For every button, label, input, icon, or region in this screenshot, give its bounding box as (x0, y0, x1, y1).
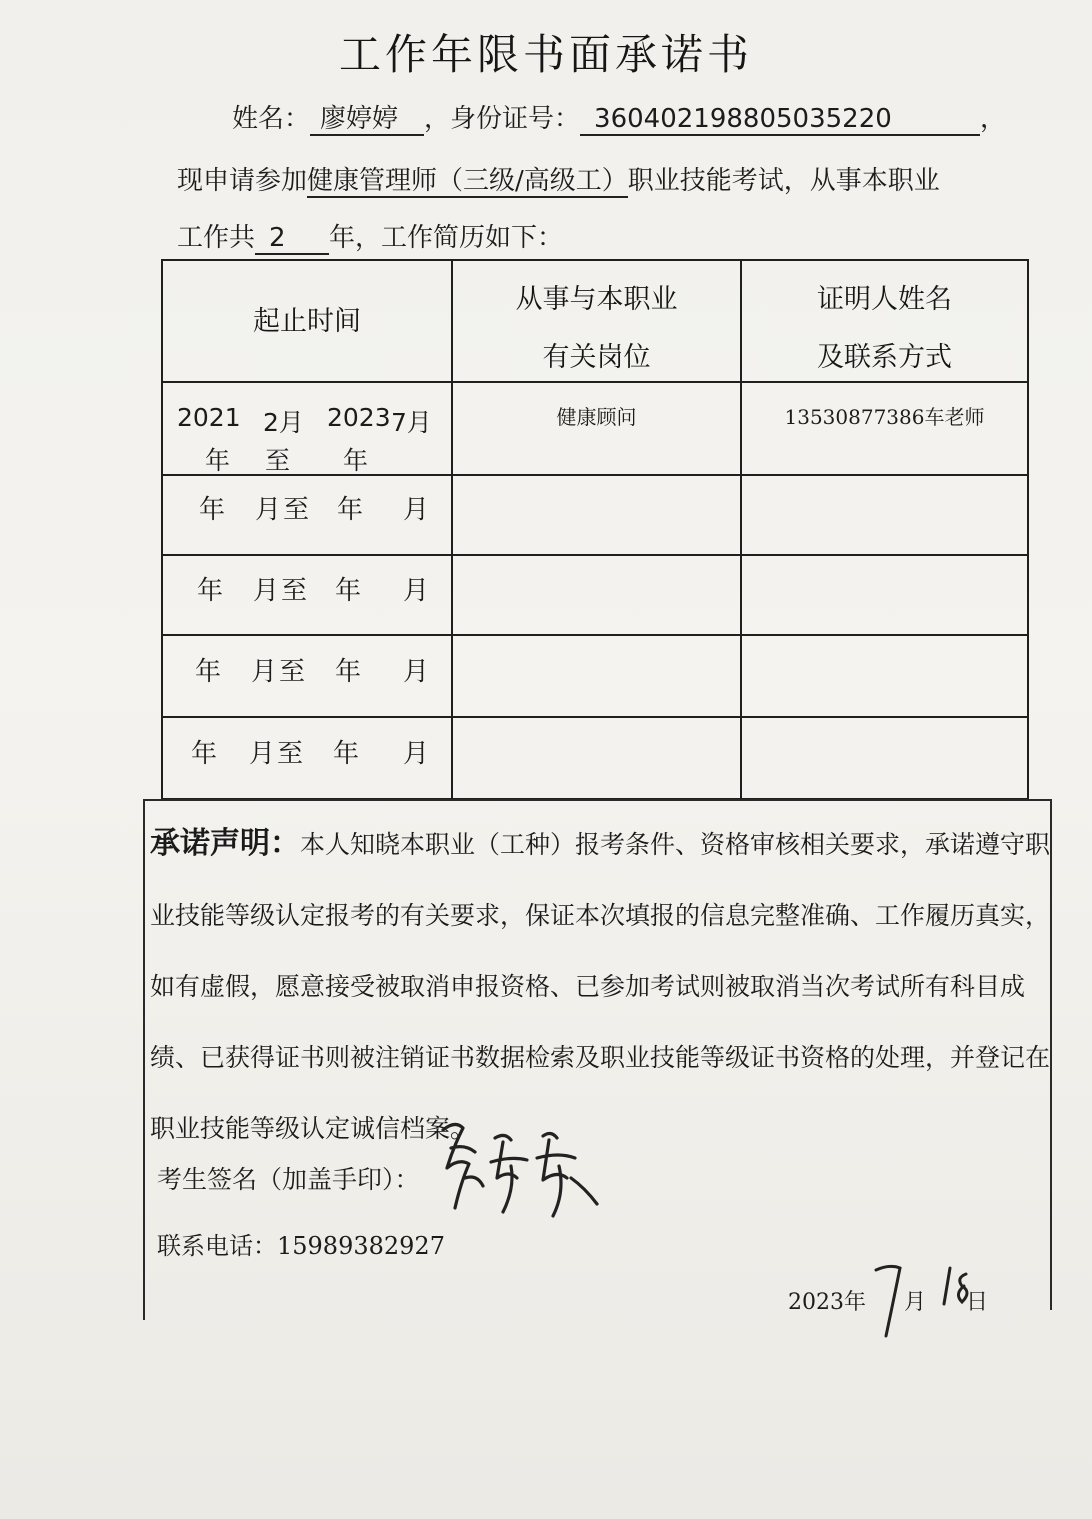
row1-year-end: 2023 (327, 403, 391, 432)
row-nian1: 年 (199, 495, 228, 525)
row1-nian1: 年 (205, 446, 231, 475)
pledge-label: 承诺声明： (150, 826, 300, 861)
row-yue-zhi: 月至 (253, 576, 310, 606)
contact-line (157, 1226, 445, 1261)
row1-witness: 13530877386车老师 (784, 405, 985, 429)
header-period: 起止时间 (253, 306, 361, 337)
header-position-line1: 从事与本职业 (515, 284, 678, 315)
row-yue: 月 (403, 576, 432, 606)
row1-nian2: 年 (343, 446, 369, 475)
table-row-divider (163, 634, 1027, 636)
date-month-handwritten (872, 1258, 906, 1342)
table-row-divider (163, 381, 1027, 383)
header-position-line2: 有关岗位 (542, 342, 651, 373)
row-nian2: 年 (335, 576, 364, 606)
apply-suffix: 职业技能考试，从事本职业 (627, 166, 940, 196)
name-label: 姓名： (232, 104, 311, 134)
header-witness-line1: 证明人姓名 (817, 284, 952, 315)
row-yue-zhi: 月至 (251, 657, 308, 687)
document-title: 工作年限书面承诺书 (338, 30, 753, 79)
pledge-text: 本人知晓本职业（工种）报考条件、资格审核相关要求，承诺遵守职业技能等级认定报考的有关要求，保证本次填报的信息完整准确、工作履历真实，如有虚假，愿意接受被取消申报资格、已参加考试则被取消当次考试所有科目成绩、已获得证书则被注销证书数据检索及职业技能等级证书资格的处理，并登记在职业技能等级认定诚信档案。 (150, 830, 1051, 1143)
row-nian1: 年 (191, 739, 220, 769)
row-yue: 月 (403, 495, 432, 525)
table-row-divider (163, 474, 1027, 476)
id-value: 360402198805035220 (580, 104, 980, 136)
name-id-line (232, 98, 1006, 136)
row-nian2: 年 (333, 739, 362, 769)
header-witness-line2: 及联系方式 (817, 342, 952, 373)
row-yue-zhi: 月至 (249, 739, 306, 769)
handwritten-signature (425, 1108, 625, 1228)
table-row-divider (163, 554, 1027, 556)
occupation-value: 健康管理师（三级/高级工） (307, 166, 628, 196)
date-day-label: 日 (966, 1290, 989, 1315)
signature-label: 考生签名（加盖手印）： (157, 1165, 420, 1194)
name-value: 廖婷婷 (310, 104, 424, 136)
apply-line (177, 160, 940, 197)
date-year: 2023年 (788, 1290, 866, 1315)
apply-prefix: 现申请参加 (177, 166, 308, 196)
row1-zhi: 至 (265, 446, 291, 475)
contact-phone: 15989382927 (277, 1232, 445, 1260)
id-label: ，身份证号： (424, 104, 581, 134)
pledge-frame-right (1050, 800, 1052, 1310)
row-nian2: 年 (337, 495, 366, 525)
row-yue-zhi: 月至 (255, 495, 312, 525)
row-yue: 月 (403, 657, 432, 687)
row1-position: 健康顾问 (556, 405, 637, 429)
row-yue: 月 (403, 739, 432, 769)
contact-label: 联系电话： (157, 1232, 277, 1260)
row-nian1: 年 (197, 576, 226, 606)
table-row-divider (163, 716, 1027, 718)
years-line (177, 217, 563, 255)
work-history-table (161, 259, 1029, 800)
years-prefix: 工作共 (177, 223, 256, 253)
row1-month-start: 2月 (263, 408, 304, 437)
pledge-frame-top (143, 799, 1052, 801)
date-month-label: 月 (904, 1290, 927, 1315)
row1-year-start: 2021 (177, 403, 241, 432)
pledge-frame-left (143, 800, 145, 1320)
years-suffix: 年，工作简历如下： (329, 223, 564, 253)
row1-month-end: 7月 (391, 408, 432, 437)
id-trail: ， (980, 104, 1007, 134)
row-nian2: 年 (335, 657, 364, 687)
years-value: 2 (255, 223, 329, 255)
row-nian1: 年 (195, 657, 224, 687)
